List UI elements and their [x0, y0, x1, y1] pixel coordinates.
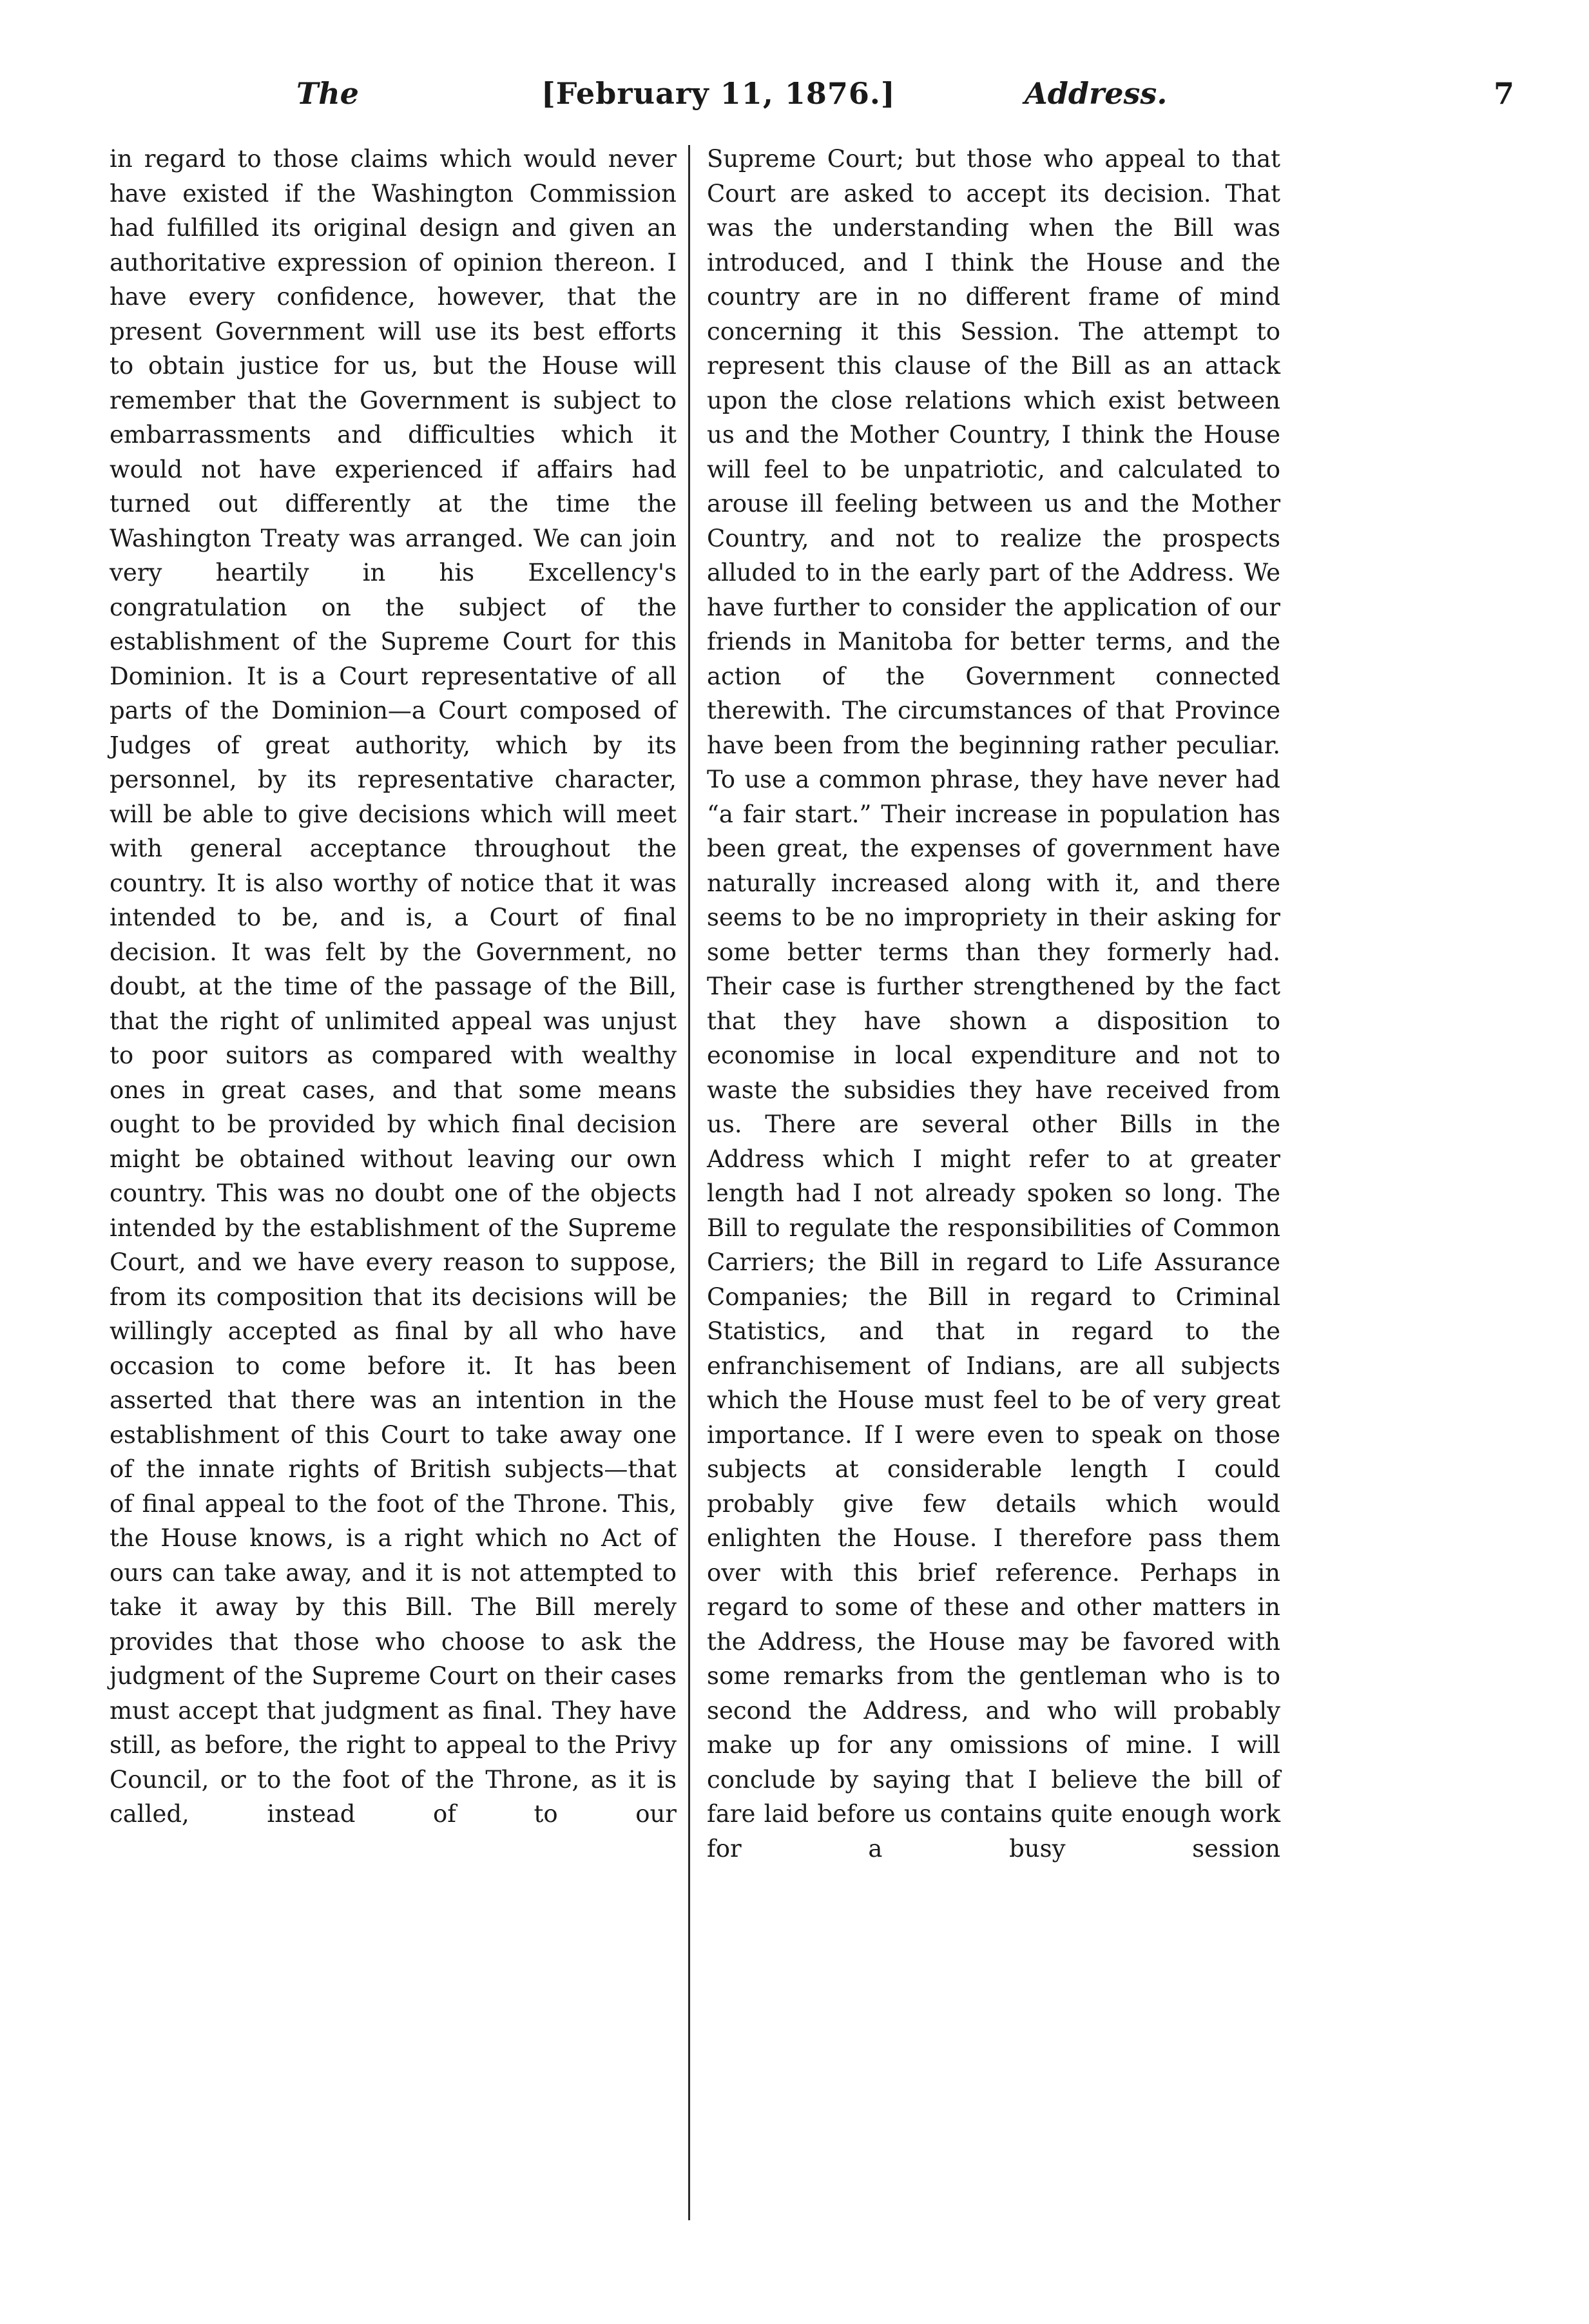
left-column [110, 142, 677, 1832]
page-number: 7 [1493, 76, 1514, 111]
running-header [116, 76, 1514, 128]
header-left-title: The [296, 76, 359, 111]
header-date: [February 11, 1876.] [541, 76, 896, 111]
left-column-text: in regard to those claims which would never have existed if the Washington Commission had fulfilled its original design and given an authoritative expression of opinion thereon. I have every confidence, however, that the present Government will use its best efforts to obtain justice for us, but the House will remember that the Government is subject to embarrassments and difficulties which it would not have experienced if affairs had turned out differently at the time the Washington Treaty was arranged. We can join very heartily in his Excellency's congratulation on the subject of the establishment of the Supreme Court for this Dominion. It is a Court representative of all parts of the Dominion—a Court composed of Judges of great authority, which by its personnel, by its representative character, will be able to give decisions which will meet with general acceptance throughout the country. It is also worthy of notice that it was intended to be, and is, a Court of final decision. It was felt by the Government, no doubt, at the time of the passage of the Bill, that the right of unlimited appeal was unjust to poor suitors as compared with wealthy ones in great cases, and that some means ought to be provided by which final decision might be obtained without leaving our own country. This was no doubt one of the objects intended by the establishment of the Supreme Court, and we have every reason to suppose, from its composition that its decisions will be willingly accepted as final by all who have occasion to come before it. It has been asserted that there was an intention in the establishment of this Court to take away one of the innate rights of British subjects—that of final appeal to the foot of the Throne. This, the House knows, is a right which no Act of ours can take away, and it is not attempted to take it away by this Bill. The Bill merely provides that those who choose to ask the judgment of the Supreme Court on their cases must accept that judgment as final. They have still, as before, the right to appeal to the Privy Council, or to the foot of the Throne, as it is called, instead of to our [110, 145, 677, 1828]
right-column [707, 142, 1280, 1866]
column-divider [688, 145, 690, 2220]
header-right-title: Address. [1025, 76, 1168, 111]
right-column-text: Supreme Court; but those who appeal to that Court are asked to accept its decision. That was the understanding when the Bill was introduced, and I think the House and the country are in no different frame of mind concerning it this Session. The attempt to represent this clause of the Bill as an attack upon the close relations which exist between us and the Mother Country, I think the House will feel to be unpatriotic, and calculated to arouse ill feeling between us and the Mother Country, and not to realize the prospects alluded to in the early part of the Address. We have further to consider the application of our friends in Manitoba for better terms, and the action of the Government connected therewith. The circumstances of that Province have been from the beginning rather peculiar. To use a common phrase, they have never had “a fair start.” Their increase in population has been great, the expenses of government have naturally increased along with it, and there seems to be no impropriety in their asking for some better terms than they formerly had. Their case is further strengthened by the fact that they have shown a disposition to economise in local expenditure and not to waste the subsidies they have received from us. There are several other Bills in the Address which I might refer to at greater length had I not already spoken so long. The Bill to regulate the responsibilities of Common Carriers; the Bill in regard to Life Assurance Companies; the Bill in regard to Criminal Statistics, and that in regard to the enfranchisement of Indians, are all subjects which the House must feel to be of very great importance. If I were even to speak on those subjects at considerable length I could probably give few details which would enlighten the House. I therefore pass them over with this brief reference. Perhaps in regard to some of these and other matters in the Address, the House may be favored with some remarks from the gentleman who is to second the Address, and who will probably make up for any omissions of mine. I will conclude by saying that I believe the bill of fare laid before us contains quite enough work for a busy session [707, 145, 1280, 1863]
